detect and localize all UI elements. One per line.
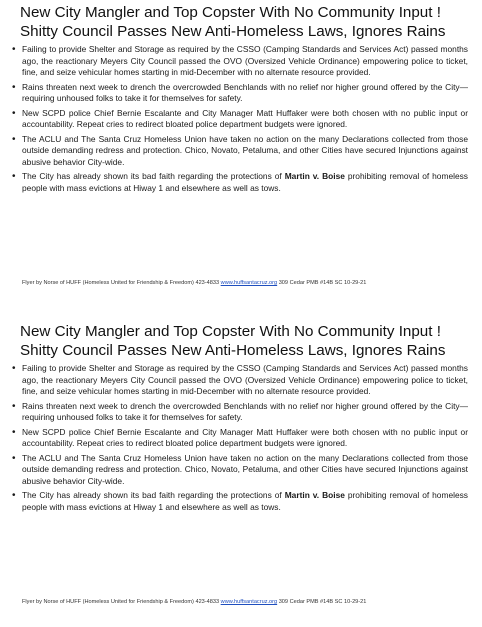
bullet-aclu: • The ACLU and The Santa Cruz Homeless Union have taken no action on the many Declarations collected from those outside demanding redress and protection. Chico, Novato, Petaluma, and other Cities have secured Injunctions against abusive behavior City-wide. [22, 453, 468, 488]
headline-primary: New City Mangler and Top Copster With No Community Input ! [20, 4, 441, 21]
bullet-aclu: • The ACLU and The Santa Cruz Homeless Union have taken no action on the many Declarations collected from those outside demanding redress and protection. Chico, Novato, Petaluma, and other Cities have secured Injunctions against abusive behavior City-wide. [22, 134, 468, 169]
website-link[interactable]: www.huffsantacruz.org [220, 599, 278, 605]
bullet-shelter-ovo: • Failing to provide Shelter and Storage as required by the CSSO (Camping Standards and Services Act) passed months ago, the reactionary Meyers City Council passed the OVO (Oversized Vehicle Ordinance) empowering police to ticket, fine, and seize vehicular homes starting in mid-December with no alternate resource provided. [22, 44, 468, 79]
case-name: Martin v. Boise [284, 490, 345, 500]
bullet-text-pre: The City has already shown its bad faith regarding the protections of [22, 490, 285, 500]
bullet-martin-v-boise [22, 490, 468, 513]
bullet-text-post: prohibiting removal of homeless people with mass evictions at Hiway 1 and elsewhere as well as tows. [22, 171, 468, 193]
bullet-martin-v-boise [22, 171, 468, 194]
flyer-footer [22, 280, 366, 286]
footer-credit: Flyer by Norse of HUFF (Homeless United for Friendship & Freedom) 423-4833 [22, 599, 221, 605]
website-link[interactable]: www.huffsantacruz.org [220, 280, 278, 286]
headline-secondary: Shitty Council Passes New Anti-Homeless Laws, Ignores Rains [20, 342, 446, 359]
flyer-footer [22, 599, 366, 605]
footer-address-date: 309 Cedar PMB #14B SC 10-29-21 [277, 599, 367, 605]
bullet-rains: • Rains threaten next week to drench the overcrowded Benchlands with no relief nor higher ground offered by the City—requiring unhoused folks to take it for themselves for safety. [22, 401, 468, 424]
flyer-top [0, 0, 482, 308]
bullet-police-chief: • New SCPD police Chief Bernie Escalante and City Manager Matt Huffaker were both chosen with no public input or accountability. Repeat cries to redirect bloated police department budgets were ignored. [22, 108, 468, 131]
case-name: Martin v. Boise [284, 171, 345, 181]
footer-credit: Flyer by Norse of HUFF (Homeless United for Friendship & Freedom) 423-4833 [22, 280, 221, 286]
bullet-police-chief: • New SCPD police Chief Bernie Escalante and City Manager Matt Huffaker were both chosen with no public input or accountability. Repeat cries to redirect bloated police department budgets were ignored. [22, 427, 468, 450]
flyer-bottom [0, 319, 482, 627]
bullet-list [0, 44, 482, 194]
bullet-rains: • Rains threaten next week to drench the overcrowded Benchlands with no relief nor higher ground offered by the City—requiring unhoused folks to take it for themselves for safety. [22, 82, 468, 105]
bullet-text-pre: The City has already shown its bad faith regarding the protections of [22, 171, 285, 181]
headline-secondary: Shitty Council Passes New Anti-Homeless Laws, Ignores Rains [20, 23, 446, 40]
bullet-text-post: prohibiting removal of homeless people with mass evictions at Hiway 1 and elsewhere as well as tows. [22, 490, 468, 512]
bullet-list [0, 363, 482, 513]
footer-address-date: 309 Cedar PMB #14B SC 10-29-21 [277, 280, 367, 286]
headline-primary: New City Mangler and Top Copster With No Community Input ! [20, 323, 441, 340]
bullet-shelter-ovo: • Failing to provide Shelter and Storage as required by the CSSO (Camping Standards and Services Act) passed months ago, the reactionary Meyers City Council passed the OVO (Oversized Vehicle Ordinance) empowering police to ticket, fine, and seize vehicular homes starting in mid-December with no alternate resource provided. [22, 363, 468, 398]
